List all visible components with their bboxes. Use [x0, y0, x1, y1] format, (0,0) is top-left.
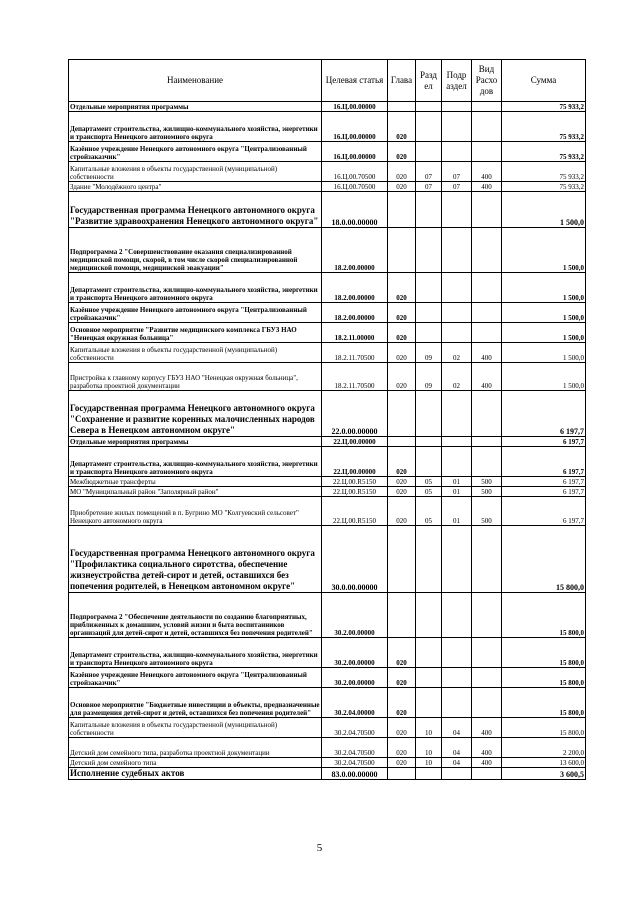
cell-razdel: 09	[416, 343, 442, 363]
cell-target-article: 22.Ц.00.R5150	[322, 477, 388, 487]
header-podrazdel: Подр аздел	[442, 60, 472, 102]
cell-vid-rashodov: 500	[472, 477, 502, 487]
cell-podrazdel: 04	[442, 738, 472, 758]
table-row	[69, 303, 586, 323]
cell-podrazdel: 02	[442, 363, 472, 391]
cell-glava: 020	[388, 758, 416, 768]
cell-sum: 6 197,7	[502, 391, 586, 437]
table-row	[69, 323, 586, 343]
cell-name: Подпрограмма 2 "Обеспечение деятельности по созданию благоприятных, приближенных к домашним, условий жизни и быта воспитанников организаций для детей-сирот и детей, оставшихся без попечения родителей"	[69, 593, 322, 638]
cell-name: Отдельные мероприятия программы	[69, 437, 322, 447]
cell-name: Казённое учреждение Ненецкого автономного округа "Централизованный стройзаказчик"	[69, 303, 322, 323]
cell-target-article: 16.Ц.00.00000	[322, 112, 388, 142]
table-row	[69, 102, 586, 112]
cell-sum: 15 800,0	[502, 688, 586, 718]
cell-vid-rashodov: 400	[472, 363, 502, 391]
cell-sum: 6 197,7	[502, 447, 586, 477]
cell-vid-rashodov	[472, 593, 502, 638]
table-row	[69, 668, 586, 688]
cell-glava: 020	[388, 718, 416, 738]
cell-target-article: 30.2.04.70500	[322, 738, 388, 758]
cell-target-article: 18.2.11.70500	[322, 363, 388, 391]
cell-vid-rashodov	[472, 142, 502, 162]
cell-glava: 020	[388, 477, 416, 487]
cell-razdel: 10	[416, 718, 442, 738]
cell-name: Казённое учреждение Ненецкого автономного округа "Централизованный стройзаказчик"	[69, 668, 322, 688]
cell-razdel: 07	[416, 182, 442, 192]
header-name: Наименование	[69, 60, 322, 102]
header-glava: Глава	[388, 60, 416, 102]
cell-razdel	[416, 273, 442, 303]
cell-podrazdel	[442, 323, 472, 343]
cell-name: Капитальные вложения в объекты государственной (муниципальной) собственности	[69, 718, 322, 738]
cell-target-article: 18.2.00.00000	[322, 273, 388, 303]
cell-podrazdel: 01	[442, 477, 472, 487]
cell-sum: 6 197,7	[502, 487, 586, 497]
table-row	[69, 758, 586, 768]
cell-razdel	[416, 593, 442, 638]
cell-target-article: 83.0.00.00000	[322, 768, 388, 780]
cell-vid-rashodov	[472, 638, 502, 668]
cell-target-article: 30.2.00.00000	[322, 593, 388, 638]
cell-razdel	[416, 526, 442, 593]
cell-razdel	[416, 323, 442, 343]
cell-sum: 75 933,2	[502, 112, 586, 142]
cell-vid-rashodov: 400	[472, 738, 502, 758]
cell-sum: 75 933,2	[502, 142, 586, 162]
cell-razdel	[416, 391, 442, 437]
cell-target-article: 16.Ц.00.00000	[322, 102, 388, 112]
cell-sum: 75 933,2	[502, 102, 586, 112]
cell-razdel: 05	[416, 487, 442, 497]
budget-table	[68, 59, 586, 780]
cell-glava: 020	[388, 668, 416, 688]
cell-name: Государственная программа Ненецкого автономного округа "Сохранение и развитие коренных малочисленных народов Севера в Ненецком автономном округе"	[69, 391, 322, 437]
cell-name: Департамент строительства, жилищно-коммунального хозяйства, энергетики и транспорта Ненецкого автономного округа	[69, 112, 322, 142]
cell-target-article: 22.Ц.00.R5150	[322, 487, 388, 497]
table-body	[69, 102, 586, 780]
cell-podrazdel	[442, 192, 472, 228]
cell-podrazdel: 04	[442, 758, 472, 768]
cell-glava: 020	[388, 303, 416, 323]
cell-name: Департамент строительства, жилищно-коммунального хозяйства, энергетики и транспорта Ненецкого автономного округа	[69, 447, 322, 477]
cell-glava: 020	[388, 343, 416, 363]
cell-vid-rashodov	[472, 391, 502, 437]
cell-target-article: 22.Ц.00.R5150	[322, 497, 388, 526]
table-row	[69, 526, 586, 593]
cell-vid-rashodov: 500	[472, 487, 502, 497]
cell-vid-rashodov: 400	[472, 182, 502, 192]
cell-target-article: 30.2.04.70500	[322, 758, 388, 768]
cell-podrazdel	[442, 447, 472, 477]
cell-name: Детский дом семейного типа	[69, 758, 322, 768]
table-row	[69, 391, 586, 437]
cell-name: Детский дом семейного типа, разработка проектной документации	[69, 738, 322, 758]
cell-razdel: 10	[416, 758, 442, 768]
cell-vid-rashodov	[472, 688, 502, 718]
table-row	[69, 142, 586, 162]
table-row	[69, 497, 586, 526]
cell-name: Отдельные мероприятия программы	[69, 102, 322, 112]
cell-sum: 1 500,0	[502, 363, 586, 391]
cell-name: Подпрограмма 2 "Совершенствование оказания специализированной медицинской помощи, скорой, в том числе скорой специализированной медицинской помощи, медицинской эвакуации"	[69, 228, 322, 273]
cell-target-article: 18.0.00.00000	[322, 192, 388, 228]
cell-name: Департамент строительства, жилищно-коммунального хозяйства, энергетики и транспорта Ненецкого автономного округа	[69, 273, 322, 303]
cell-target-article: 18.2.11.00000	[322, 323, 388, 343]
cell-target-article: 30.2.00.00000	[322, 638, 388, 668]
cell-vid-rashodov	[472, 102, 502, 112]
cell-podrazdel: 04	[442, 718, 472, 738]
header-target-article: Целевая статья	[322, 60, 388, 102]
cell-razdel	[416, 768, 442, 780]
table-row	[69, 112, 586, 142]
cell-target-article: 18.2.00.00000	[322, 303, 388, 323]
cell-glava: 020	[388, 142, 416, 162]
table-row	[69, 768, 586, 780]
cell-vid-rashodov: 400	[472, 718, 502, 738]
cell-vid-rashodov	[472, 526, 502, 593]
cell-vid-rashodov	[472, 323, 502, 343]
cell-target-article: 16.Ц.00.70500	[322, 182, 388, 192]
cell-sum: 13 600,0	[502, 758, 586, 768]
cell-sum: 1 500,0	[502, 343, 586, 363]
cell-glava	[388, 526, 416, 593]
cell-vid-rashodov	[472, 273, 502, 303]
cell-name: Казённое учреждение Ненецкого автономного округа "Централизованный стройзаказчик"	[69, 142, 322, 162]
cell-target-article: 22.0.00.00000	[322, 391, 388, 437]
cell-vid-rashodov: 400	[472, 162, 502, 182]
cell-podrazdel	[442, 526, 472, 593]
cell-target-article: 30.2.00.00000	[322, 668, 388, 688]
cell-podrazdel: 02	[442, 343, 472, 363]
cell-glava	[388, 437, 416, 447]
cell-razdel	[416, 142, 442, 162]
cell-vid-rashodov	[472, 447, 502, 477]
cell-podrazdel	[442, 112, 472, 142]
header-razdel: Разд ел	[416, 60, 442, 102]
cell-sum: 15 800,0	[502, 668, 586, 688]
cell-target-article: 22.Ц.00.00000	[322, 447, 388, 477]
table-row	[69, 273, 586, 303]
cell-vid-rashodov	[472, 303, 502, 323]
cell-sum: 1 500,0	[502, 273, 586, 303]
cell-razdel: 07	[416, 162, 442, 182]
cell-glava: 020	[388, 487, 416, 497]
cell-glava	[388, 391, 416, 437]
cell-sum: 6 197,7	[502, 477, 586, 487]
cell-name: Капитальные вложения в объекты государственной (муниципальной) собственности	[69, 162, 322, 182]
cell-sum: 15 800,0	[502, 638, 586, 668]
cell-sum: 1 500,0	[502, 303, 586, 323]
cell-podrazdel: 01	[442, 497, 472, 526]
cell-name: Департамент строительства, жилищно-коммунального хозяйства, энергетики и транспорта Ненецкого автономного округа	[69, 638, 322, 668]
cell-vid-rashodov	[472, 112, 502, 142]
cell-sum: 15 800,0	[502, 718, 586, 738]
cell-sum: 15 800,0	[502, 593, 586, 638]
cell-name: Основное мероприятие "Бюджетные инвестиции в объекты, предназначенные для размещения детей-сирот и детей, оставшихся без попечения родителей"	[69, 688, 322, 718]
cell-glava	[388, 593, 416, 638]
header-vid-rashodov: Вид Расхо дов	[472, 60, 502, 102]
cell-name: Исполнение судебных актов	[69, 768, 322, 780]
cell-target-article: 16.Ц.00.70500	[322, 162, 388, 182]
cell-sum: 1 500,0	[502, 323, 586, 343]
cell-razdel	[416, 668, 442, 688]
cell-target-article: 16.Ц.00.00000	[322, 142, 388, 162]
header-sum: Сумма	[502, 60, 586, 102]
cell-name: Приобретение жилых помещений в п. Бугрино МО "Колгуевский сельсовет" Ненецкого автономного округа	[69, 497, 322, 526]
cell-glava	[388, 768, 416, 780]
cell-sum: 75 933,2	[502, 182, 586, 192]
cell-sum: 6 197,7	[502, 437, 586, 447]
cell-vid-rashodov: 500	[472, 497, 502, 526]
cell-name: Капитальные вложения в объекты государственной (муниципальной) собственности	[69, 343, 322, 363]
cell-vid-rashodov	[472, 437, 502, 447]
cell-vid-rashodov	[472, 668, 502, 688]
table-row	[69, 477, 586, 487]
page-number: 5	[316, 842, 323, 854]
cell-target-article: 30.0.00.00000	[322, 526, 388, 593]
cell-razdel	[416, 447, 442, 477]
cell-podrazdel	[442, 668, 472, 688]
cell-podrazdel	[442, 638, 472, 668]
table-header-row	[69, 60, 586, 102]
cell-razdel: 05	[416, 497, 442, 526]
cell-glava: 020	[388, 447, 416, 477]
cell-podrazdel	[442, 228, 472, 273]
table-row	[69, 638, 586, 668]
cell-sum: 1 500,0	[502, 228, 586, 273]
cell-podrazdel	[442, 142, 472, 162]
cell-target-article: 18.2.11.70500	[322, 343, 388, 363]
cell-glava: 020	[388, 162, 416, 182]
cell-name: Здание "Молодёжного центра"	[69, 182, 322, 192]
cell-glava: 020	[388, 323, 416, 343]
cell-target-article: 30.2.04.00000	[322, 688, 388, 718]
table-row	[69, 192, 586, 228]
cell-glava	[388, 228, 416, 273]
cell-podrazdel	[442, 437, 472, 447]
cell-razdel	[416, 303, 442, 323]
cell-vid-rashodov	[472, 768, 502, 780]
cell-razdel	[416, 437, 442, 447]
table-row	[69, 162, 586, 182]
cell-glava: 020	[388, 363, 416, 391]
table-row	[69, 182, 586, 192]
cell-glava	[388, 192, 416, 228]
cell-razdel	[416, 102, 442, 112]
cell-podrazdel	[442, 593, 472, 638]
table-row	[69, 343, 586, 363]
cell-sum: 3 600,5	[502, 768, 586, 780]
cell-sum: 15 800,0	[502, 526, 586, 593]
table-row	[69, 487, 586, 497]
cell-razdel	[416, 228, 442, 273]
table-row	[69, 718, 586, 738]
cell-razdel: 09	[416, 363, 442, 391]
table-row	[69, 228, 586, 273]
table-row	[69, 437, 586, 447]
cell-sum: 1 500,0	[502, 192, 586, 228]
table-row	[69, 447, 586, 477]
cell-sum: 2 200,0	[502, 738, 586, 758]
cell-podrazdel: 07	[442, 182, 472, 192]
cell-podrazdel	[442, 391, 472, 437]
cell-glava: 020	[388, 738, 416, 758]
table-row	[69, 363, 586, 391]
cell-glava: 020	[388, 638, 416, 668]
cell-glava: 020	[388, 182, 416, 192]
cell-podrazdel: 07	[442, 162, 472, 182]
cell-vid-rashodov	[472, 192, 502, 228]
cell-target-article: 22.Ц.00.00000	[322, 437, 388, 447]
cell-vid-rashodov	[472, 228, 502, 273]
cell-target-article: 18.2.00.00000	[322, 228, 388, 273]
cell-podrazdel	[442, 768, 472, 780]
table-row	[69, 593, 586, 638]
cell-razdel	[416, 192, 442, 228]
cell-podrazdel	[442, 303, 472, 323]
cell-razdel: 10	[416, 738, 442, 758]
cell-glava: 020	[388, 273, 416, 303]
cell-podrazdel	[442, 688, 472, 718]
cell-name: Межбюджетные трансферты	[69, 477, 322, 487]
table-row	[69, 738, 586, 758]
cell-glava: 020	[388, 688, 416, 718]
cell-razdel	[416, 112, 442, 142]
cell-name: МО "Муниципальный район "Заполярный район"	[69, 487, 322, 497]
cell-glava	[388, 102, 416, 112]
cell-name: Государственная программа Ненецкого автономного округа "Развитие здравоохранения Ненецкого автономного округа"	[69, 192, 322, 228]
cell-name: Пристройка к главному корпусу ГБУЗ НАО "Ненецкая окружная больница", разработка проектной документации	[69, 363, 322, 391]
cell-sum: 6 197,7	[502, 497, 586, 526]
cell-razdel	[416, 638, 442, 668]
cell-name: Государственная программа Ненецкого автономного округа "Профилактика социального сиротства, обеспечение жизнеустройства детей-сирот и детей, оставшихся без попечения родителей, в Ненецком автономном округе"	[69, 526, 322, 593]
cell-vid-rashodov: 400	[472, 343, 502, 363]
cell-glava: 020	[388, 112, 416, 142]
cell-vid-rashodov: 400	[472, 758, 502, 768]
cell-sum: 75 933,2	[502, 162, 586, 182]
table-row	[69, 688, 586, 718]
cell-glava: 020	[388, 497, 416, 526]
cell-podrazdel	[442, 273, 472, 303]
cell-name: Основное мероприятие "Развитие медицинского комплекса ГБУЗ НАО "Ненецкая окружная больница"	[69, 323, 322, 343]
cell-razdel	[416, 688, 442, 718]
cell-podrazdel	[442, 102, 472, 112]
cell-target-article: 30.2.04.70500	[322, 718, 388, 738]
cell-podrazdel: 01	[442, 487, 472, 497]
cell-razdel: 05	[416, 477, 442, 487]
